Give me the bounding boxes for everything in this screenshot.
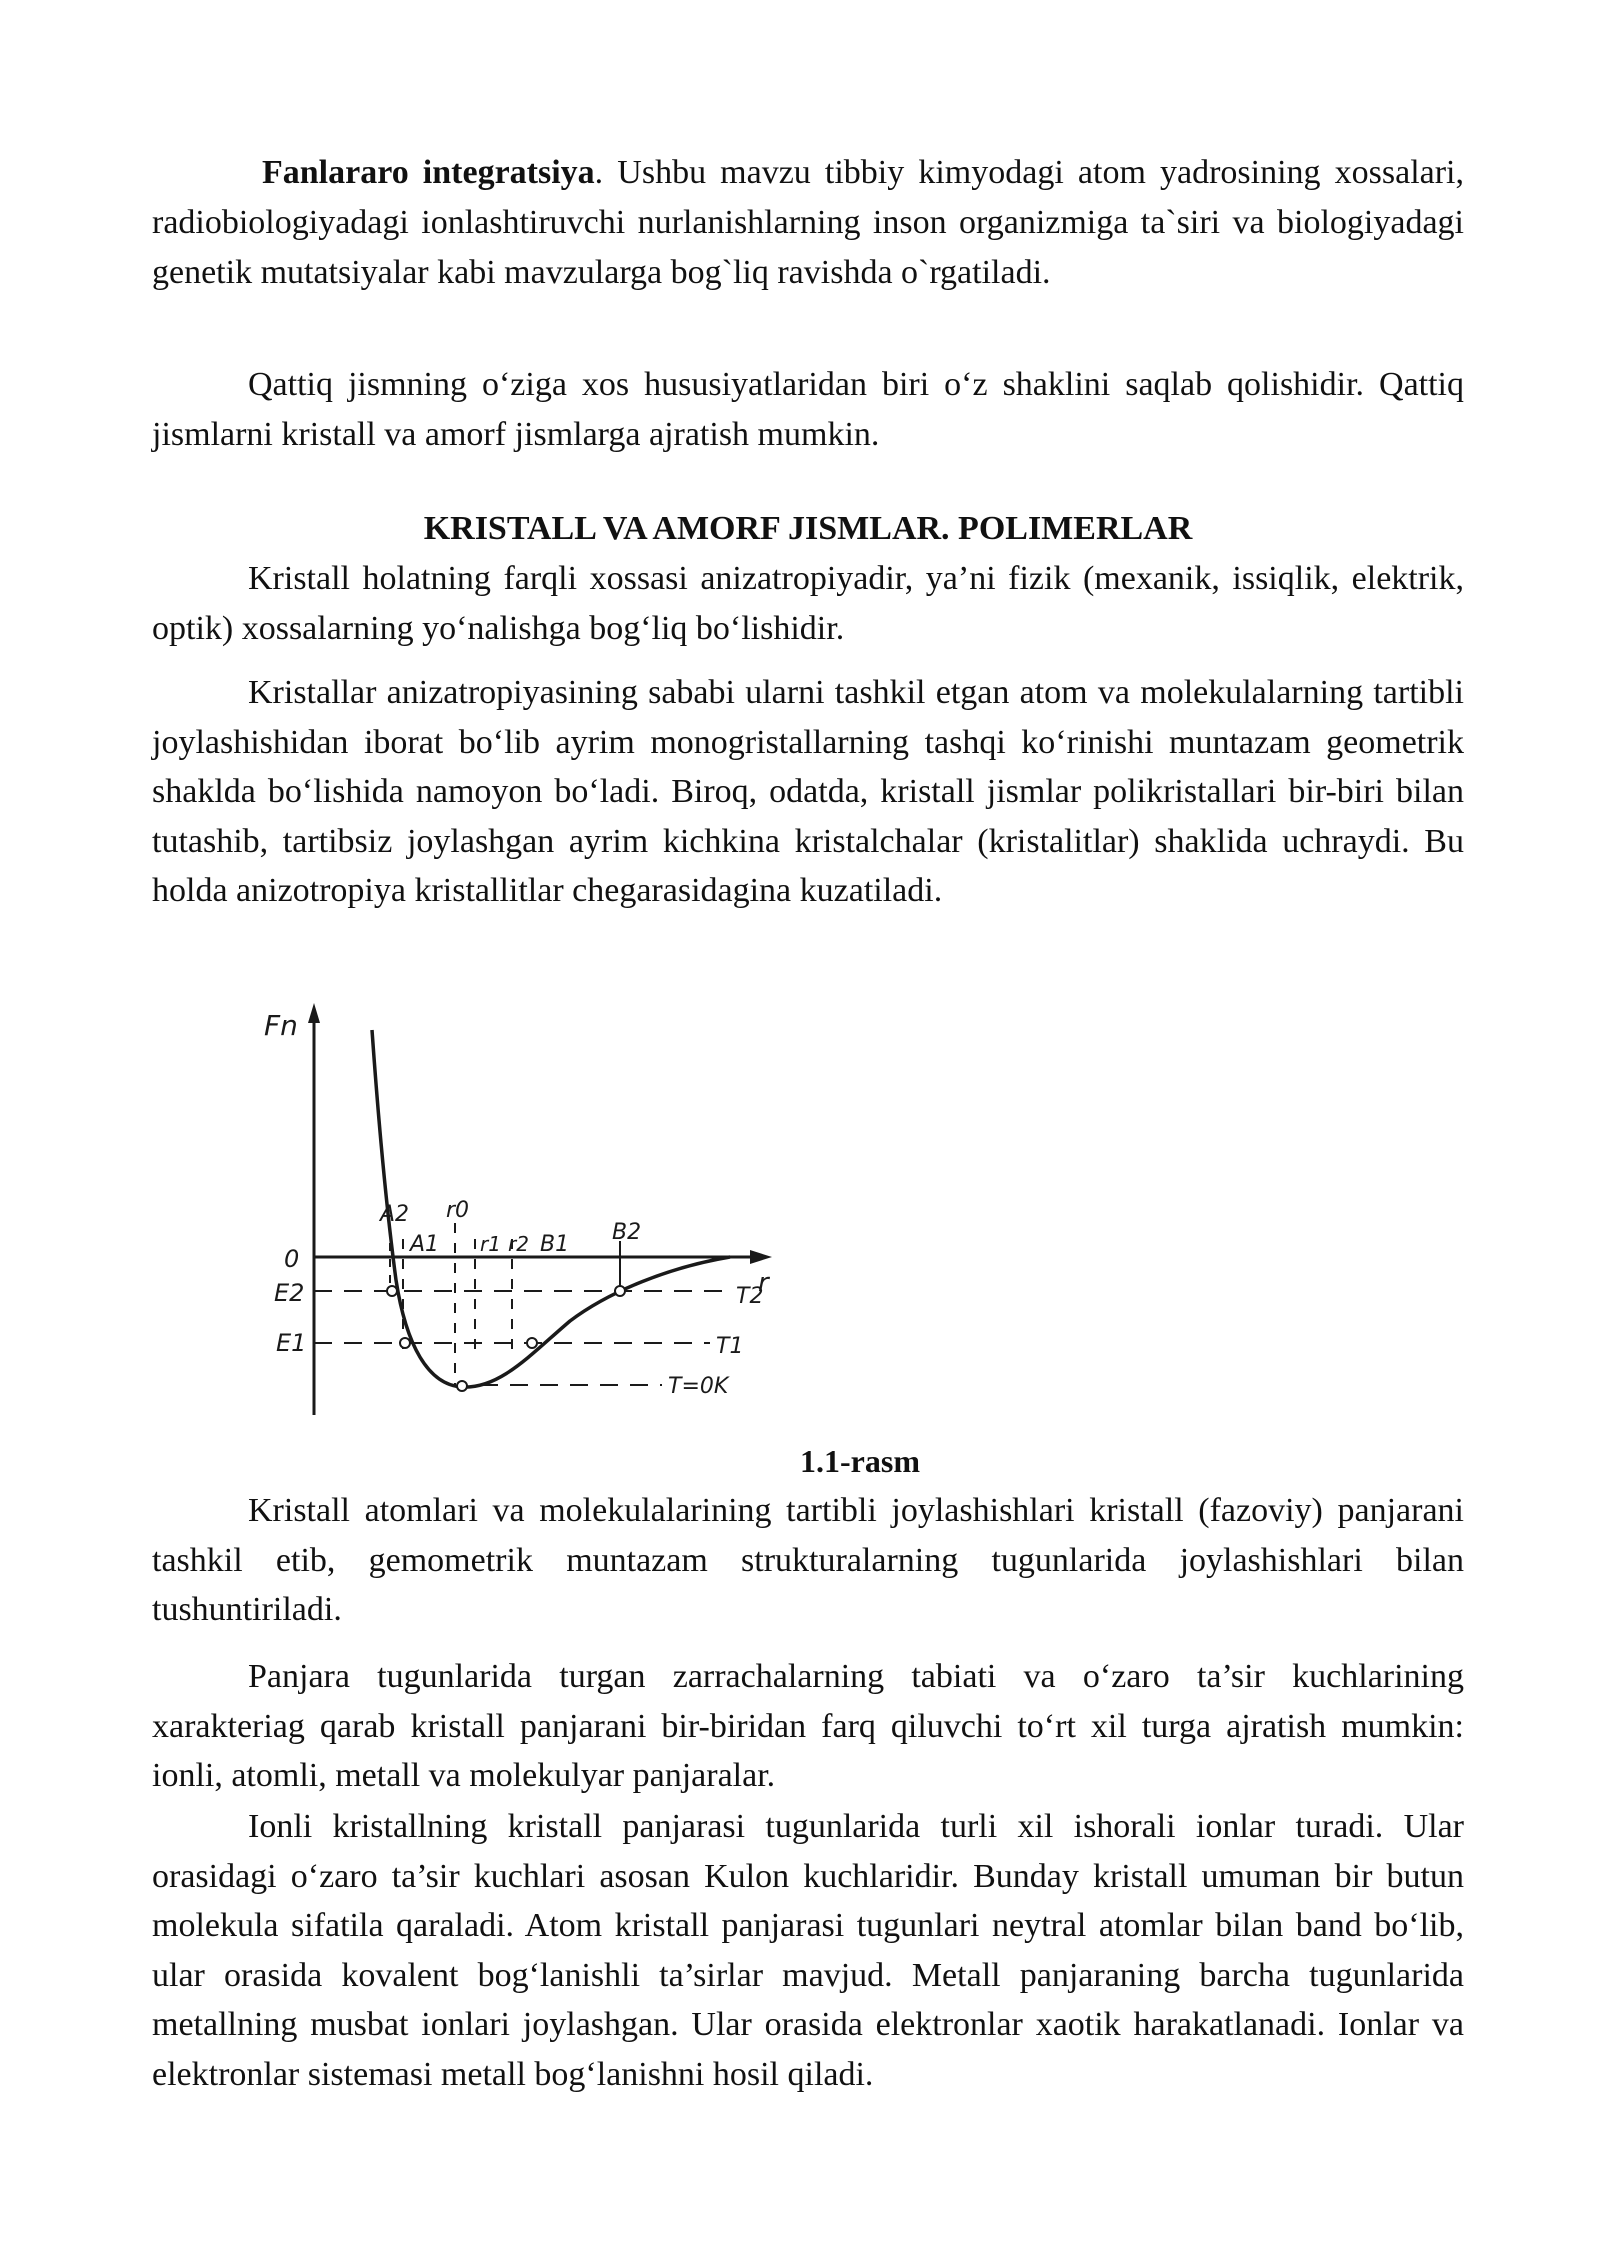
lattice-paragraph: Kristall atomlari va molekulalarining tartibli joylashishlari kristall (fazoviy) panjarani tashkil etib, gemometrik muntazam strukturalarning tugunlarida joylashishlari bilan tushuntiriladi. — [152, 1492, 1464, 1628]
types-paragraph: Panjara tugunlarida turgan zarrachalarning tabiati va o‘zaro ta’sir kuchlarining xarakteriag qarab kristall panjarani bir-biridan farq qiluvchi to‘rt xil turga ajratish mumkin: ionli, atomli, metall va molekulyar panjaralar. — [152, 1658, 1464, 1794]
intro-paragraph — [152, 148, 1464, 298]
point-min — [457, 1381, 467, 1391]
anisotropy-paragraph: Kristall holatning farqli xossasi anizatropiyadir, ya’ni fizik (mexanik, issiqlik, elektrik, optik) xossalarning yo‘nalishga bog‘liq bo‘lishidir. — [152, 560, 1464, 647]
label-r1: r1 — [480, 1232, 501, 1256]
ionic-paragraph: Ionli kristallning kristall panjarasi tugunlarida turli xil ishorali ionlar turadi. Ular orasidagi o‘zaro ta’sir kuchlari asosan Kulon kuchlaridir. Bunday kristall umuman bir butun molekula sifatila qaraladi. Atom kristall panjarasi tugunlari neytral atomlar bilan band bo‘lib, ular orasida kovalent bog‘lanishli ta’sirlar mavjud. Metall panjaraning barcha tugunlarida metallning musbat ionlari joylashgan. Ular orasida elektronlar xaotik harakatlanadi. Ionlar va elektronlar sistemasi metall bog‘lanishni hosil qiladi. — [152, 1808, 1464, 2093]
label-e2: E2 — [274, 1279, 305, 1307]
figure-1-1 — [250, 995, 790, 1425]
label-t1: T1 — [716, 1334, 744, 1359]
reason-paragraph: Kristallar anizatropiyasining sababi ularni tashkil etgan atom va molekulalarning tartibli joylashishidan iborat bo‘lib ayrim monogristallarning tashqi ko‘rinishi muntazam geometrik shaklda bo‘lishida namoyon bo‘ladi. Biroq, odatda, kristall jismlar polikristallari bir-biri bilan tutashib, tartibsiz joylashgan ayrim kichkina kristalchalar (kristalitlar) shaklida uchraydi. Bu holda anizotropiya kristallitlar chegarasidagina kuzatiladi. — [152, 674, 1464, 909]
figure-caption: 1.1-rasm — [800, 1443, 920, 1479]
intro-lead-rest: . Ushbu mavzu tibbiy kimyodagi atom yadrosining xossalari, radiobiologiyadagi ionlashtiruvchi nurlanishlarning inson organizmiga ta`siri va biologiyadagi genetik mutatsiyalar kabi mavzularga bog`liq ravishda o`rgatiladi. — [152, 154, 1464, 291]
point-b1 — [527, 1338, 537, 1348]
y-axis-arrow — [308, 1003, 320, 1023]
label-r2: r2 — [508, 1232, 529, 1256]
label-a1: A1 — [410, 1232, 440, 1257]
potential-curve — [372, 1030, 730, 1387]
label-b1: B1 — [540, 1232, 570, 1257]
label-t0: T=0K — [668, 1374, 729, 1399]
x-axis-arrow — [750, 1250, 772, 1264]
point-a1 — [400, 1338, 410, 1348]
label-origin: 0 — [284, 1245, 300, 1273]
label-r0: r0 — [446, 1198, 470, 1223]
label-t2: T2 — [736, 1284, 764, 1309]
label-a2: A2 — [380, 1202, 410, 1227]
solid-paragraph: Qattiq jismning o‘ziga xos hususiyatlaridan biri o‘z shaklini saqlab qolishidir. Qattiq jismlarni kristall va amorf jismlarga ajratish mumkin. — [152, 366, 1464, 453]
label-r: r — [758, 1268, 769, 1298]
potential-energy-diagram — [250, 995, 790, 1425]
intro-lead-bold: Fanlararo integratsiya — [262, 154, 595, 191]
label-e1: E1 — [276, 1329, 307, 1357]
point-b2 — [615, 1286, 625, 1296]
point-a2 — [387, 1286, 397, 1296]
label-b2: B2 — [612, 1220, 642, 1245]
label-fn: Fn — [264, 1009, 298, 1042]
section-title: KRISTALL VA AMORF JISMLAR. POLIMERLAR — [423, 510, 1193, 547]
